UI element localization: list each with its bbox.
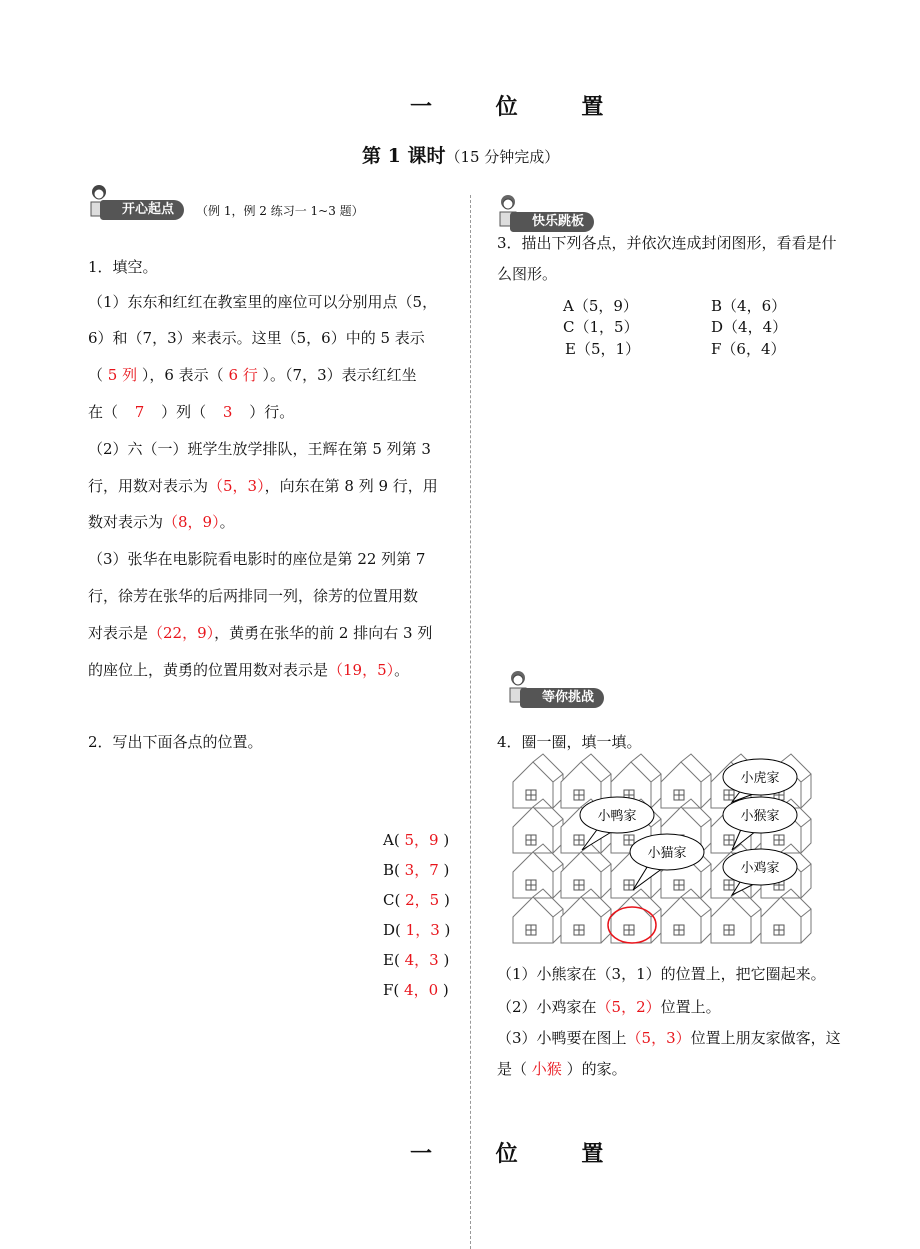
q4-1: （1）小熊家在（3，1）的位置上，把它圈起来。 <box>497 965 826 983</box>
answer: 7 <box>134 403 145 421</box>
q2-answer-a: A( 5，9 ) <box>383 831 450 849</box>
q1-3-line1: （3）张华在电影院看电影时的座位是第 22 列第 7 <box>88 550 426 568</box>
answer: 5，9 <box>404 831 439 849</box>
q3-line2: 么图形。 <box>497 265 558 283</box>
q1-1-line3: （ 5 列 ），6 表示（ 6 行 ）。（7，3）表示红红坐 <box>88 366 417 384</box>
bubble-label: 小鸡家 <box>740 861 780 876</box>
section-badge-kaixin: 开心起点 <box>100 200 184 220</box>
lesson-heading <box>362 141 559 168</box>
point-d: D（4，4） <box>711 318 788 336</box>
q1-2-line1: （2）六（一）班学生放学排队，王辉在第 5 列第 3 <box>88 440 431 458</box>
q1-1-line1: （1）东东和红红在教室里的座位可以分别用点（5， <box>88 293 438 311</box>
q1-2-line2: 行，用数对表示为（5，3），向东在第 8 列 9 行，用 <box>88 477 438 495</box>
answer: 6 行 <box>228 366 258 384</box>
point-f: F（6，4） <box>711 340 786 358</box>
answer: 4，0 <box>404 981 439 999</box>
bubble-label: 小猴家 <box>740 809 780 824</box>
q4-2: （2）小鸡家在（5，2）位置上。 <box>497 998 721 1016</box>
q1-1-line4: 在（ 7 ）列（ 3 ）行。 <box>88 403 295 421</box>
q3-line1: 3．描出下列各点，并依次连成封闭图形，看看是什 <box>497 234 837 252</box>
answer: 3，7 <box>404 861 439 879</box>
lesson-label: 第 1 课时 <box>362 145 446 167</box>
bubble-label: 小虎家 <box>740 771 780 786</box>
bubble-label: 小猫家 <box>647 846 687 861</box>
answer: （5，3） <box>626 1029 691 1047</box>
section-badge-kuaile: 快乐跳板 <box>510 212 594 232</box>
q1-3-line4: 的座位上，黄勇的位置用数对表示是（19，5）。 <box>88 661 410 679</box>
q2-answer-d: D( 1，3 ) <box>383 921 451 939</box>
q1-3-line2: 行，徐芳在张华的后两排同一列，徐芳的位置用数 <box>88 587 419 605</box>
answer: 2，5 <box>405 891 440 909</box>
q1-3-line3: 对表示是（22，9），黄勇在张华的前 2 排向右 3 列 <box>88 624 433 642</box>
section-note: （例 1，例 2 练习一 1~3 题） <box>196 204 364 218</box>
answer: （22，9） <box>148 624 215 642</box>
q4-3-line2: 是（ 小猴 ）的家。 <box>497 1060 627 1078</box>
answer: （5，3） <box>208 477 265 495</box>
point-c: C（1，5） <box>563 318 639 336</box>
answer: 3 <box>222 403 233 421</box>
q4-title: 4．圈一圈，填一填。 <box>497 733 642 751</box>
answer: 小猴 <box>531 1060 562 1078</box>
q2-answer-c: C( 2，5 ) <box>383 891 450 909</box>
lesson-note: （15 分钟完成） <box>445 148 560 166</box>
point-e: E（5，1） <box>565 340 641 358</box>
point-b: B（4，6） <box>711 297 787 315</box>
column-divider <box>470 195 471 1249</box>
section-badge-dengni: 等你挑战 <box>520 688 604 708</box>
answer: （19，5） <box>328 661 395 679</box>
answer: 4，3 <box>404 951 439 969</box>
answer: （5，2） <box>596 998 661 1016</box>
houses-grid <box>490 750 820 960</box>
bubble-label: 小鸭家 <box>597 809 637 824</box>
page-title: 一 位 置 <box>410 94 632 120</box>
house-icon <box>513 754 563 808</box>
q1-1-line2: 6）和（7，3）来表示。这里（5，6）中的 5 表示 <box>88 329 425 347</box>
q2-title: 2．写出下面各点的位置。 <box>88 733 263 751</box>
q2-answer-f: F( 4，0 ) <box>383 981 449 999</box>
answer: 1，3 <box>405 921 440 939</box>
point-a: A（5，9） <box>563 297 638 315</box>
house-icon <box>661 754 711 808</box>
q1-2-line3: 数对表示为（8，9）。 <box>88 513 235 531</box>
footer-title: 一 位 置 <box>410 1141 632 1167</box>
answer: 5 列 <box>107 366 138 384</box>
q4-3-line1: （3）小鸭要在图上（5，3）位置上朋友家做客，这 <box>497 1029 841 1047</box>
q2-answer-e: E( 4，3 ) <box>383 951 450 969</box>
q1-title: 1．填空。 <box>88 258 158 276</box>
answer: （8，9） <box>163 513 220 531</box>
q2-answer-b: B( 3，7 ) <box>383 861 450 879</box>
